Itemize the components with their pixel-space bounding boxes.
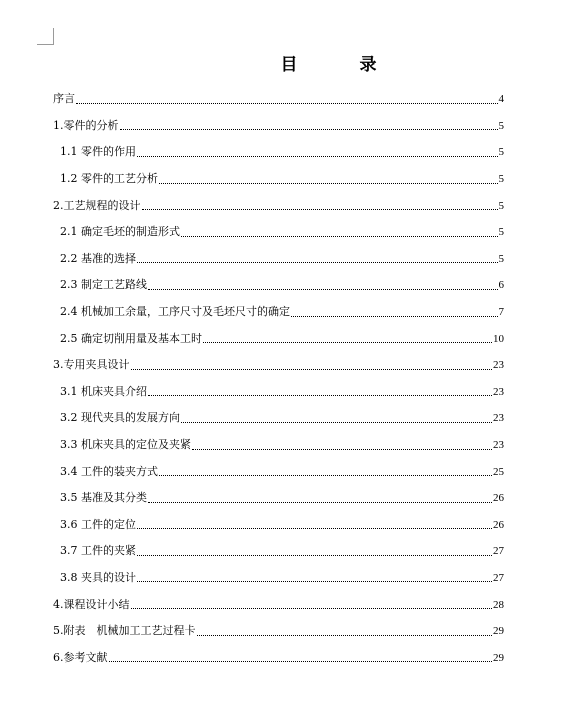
toc-dot-leader [137, 554, 492, 556]
toc-entry-page-number[interactable]: 5 [498, 146, 504, 159]
toc-dot-leader [137, 580, 492, 582]
toc-entry[interactable] [53, 405, 504, 432]
toc-dot-leader [291, 315, 498, 317]
toc-entry-page-number[interactable]: 29 [493, 625, 504, 638]
toc-entry-page-number[interactable]: 23 [493, 412, 504, 425]
toc-dot-leader [181, 235, 498, 237]
toc-entry-page-number[interactable]: 23 [493, 439, 504, 452]
toc-entry[interactable] [53, 299, 504, 326]
toc-dot-leader [131, 368, 493, 370]
toc-entry-page-number[interactable]: 5 [498, 119, 504, 132]
toc-entry-label[interactable]: 3.3 机床夹具的定位及夹紧 [60, 438, 191, 452]
toc-dot-leader [192, 448, 492, 450]
toc-entry-label[interactable]: 1.零件的分析 [53, 118, 119, 132]
toc-entry-label[interactable]: 3.6 工件的定位 [60, 517, 136, 531]
toc-entry-label[interactable]: 3.7 工件的夹紧 [60, 544, 136, 558]
toc-dot-leader [109, 660, 493, 662]
toc-entry[interactable] [53, 512, 504, 539]
toc-dot-leader [137, 155, 498, 157]
toc-entry-label[interactable]: 2.工艺规程的设计 [53, 198, 141, 212]
toc-entry[interactable] [53, 591, 504, 618]
toc-dot-leader [159, 474, 492, 476]
toc-dot-leader [148, 501, 492, 503]
toc-entry[interactable] [53, 246, 504, 273]
toc-entry[interactable] [53, 458, 504, 485]
toc-entry[interactable] [53, 565, 504, 592]
toc-entry-label[interactable]: 3.5 基准及其分类 [60, 491, 147, 505]
toc-entry-page-number[interactable]: 25 [493, 465, 504, 478]
toc-entry-label[interactable]: 1.1 零件的作用 [60, 145, 136, 159]
toc-dot-leader [148, 394, 492, 396]
toc-entry[interactable] [53, 432, 504, 459]
toc-entry-page-number[interactable]: 27 [493, 571, 504, 584]
toc-entry-label[interactable]: 4.课程设计小结 [53, 597, 130, 611]
toc-entry[interactable] [53, 538, 504, 565]
toc-title: 目 录 [280, 55, 405, 75]
toc-entry[interactable] [53, 352, 504, 379]
toc-entry[interactable] [53, 618, 504, 645]
toc-entry-page-number[interactable]: 23 [493, 359, 504, 372]
table-of-contents [53, 86, 504, 671]
toc-entry-label[interactable]: 3.8 夹具的设计 [60, 570, 136, 584]
toc-entry-label[interactable]: 3.1 机床夹具介绍 [60, 384, 147, 398]
toc-dot-leader [159, 182, 498, 184]
toc-entry-label[interactable]: 2.3 制定工艺路线 [60, 278, 147, 292]
toc-entry-label[interactable]: 3.专用夹具设计 [53, 358, 130, 372]
toc-entry[interactable] [53, 644, 504, 671]
toc-entry-page-number[interactable]: 6 [498, 279, 504, 292]
toc-entry-label[interactable]: 3.2 现代夹具的发展方向 [60, 411, 180, 425]
toc-entry[interactable] [53, 86, 504, 113]
toc-entry-page-number[interactable]: 27 [493, 545, 504, 558]
toc-entry-label[interactable]: 3.4 工件的装夹方式 [60, 464, 158, 478]
toc-entry[interactable] [53, 166, 504, 193]
toc-entry-page-number[interactable]: 5 [498, 199, 504, 212]
toc-entry-label[interactable]: 2.4 机械加工余量，工序尺寸及毛坯尺寸的确定 [60, 305, 290, 319]
margin-corner-mark [37, 28, 54, 45]
toc-entry[interactable] [53, 113, 504, 140]
toc-entry-page-number[interactable]: 10 [493, 332, 504, 345]
toc-entry-label[interactable]: 5.附表 机械加工工艺过程卡 [53, 624, 196, 638]
toc-entry-page-number[interactable]: 23 [493, 385, 504, 398]
toc-dot-leader [197, 634, 493, 636]
toc-entry[interactable] [53, 139, 504, 166]
toc-entry[interactable] [53, 379, 504, 406]
toc-entry-page-number[interactable]: 7 [498, 306, 504, 319]
toc-dot-leader [120, 128, 498, 130]
toc-dot-leader [131, 607, 493, 609]
toc-entry-page-number[interactable]: 4 [498, 93, 504, 106]
toc-entry-label[interactable]: 序言 [53, 92, 75, 106]
toc-entry-label[interactable]: 2.2 基准的选择 [60, 251, 136, 265]
toc-dot-leader [137, 261, 498, 263]
toc-entry-label[interactable]: 2.5 确定切削用量及基本工时 [60, 331, 202, 345]
toc-entry[interactable] [53, 485, 504, 512]
toc-entry-page-number[interactable]: 5 [498, 252, 504, 265]
toc-dot-leader [76, 102, 498, 104]
toc-dot-leader [181, 421, 492, 423]
toc-entry-page-number[interactable]: 29 [493, 651, 504, 664]
toc-entry-label[interactable]: 6.参考文献 [53, 650, 108, 664]
toc-entry-label[interactable]: 1.2 零件的工艺分析 [60, 172, 158, 186]
toc-entry-page-number[interactable]: 28 [493, 598, 504, 611]
toc-entry[interactable] [53, 192, 504, 219]
toc-entry-page-number[interactable]: 26 [493, 518, 504, 531]
toc-entry[interactable] [53, 219, 504, 246]
toc-entry-page-number[interactable]: 5 [498, 173, 504, 186]
toc-entry[interactable] [53, 325, 504, 352]
toc-entry-page-number[interactable]: 5 [498, 226, 504, 239]
toc-dot-leader [148, 288, 498, 290]
toc-entry-label[interactable]: 2.1 确定毛坯的制造形式 [60, 225, 180, 239]
toc-entry[interactable] [53, 272, 504, 299]
toc-dot-leader [203, 341, 492, 343]
toc-dot-leader [142, 208, 498, 210]
toc-dot-leader [137, 527, 492, 529]
toc-entry-page-number[interactable]: 26 [493, 492, 504, 505]
